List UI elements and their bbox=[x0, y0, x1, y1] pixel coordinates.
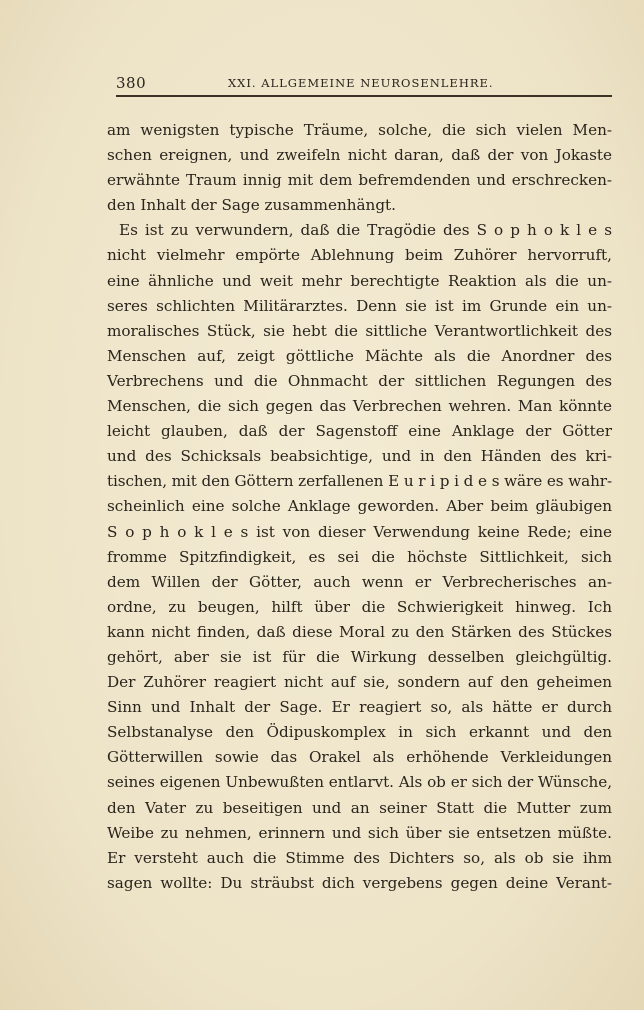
text-line: seres schlichten Militärarztes. Denn sie ist im Grunde ein un- bbox=[107, 296, 612, 315]
text-line: dem Willen der Götter, auch wenn er Verbrecherisches an- bbox=[107, 572, 612, 591]
text-line: Der Zuhörer reagiert nicht auf sie, sondern auf den geheimen bbox=[107, 673, 612, 692]
text-line: Weibe zu nehmen, erinnern und sich über sie entsetzen müßte. bbox=[107, 823, 612, 842]
text-line: eine ähnliche und weit mehr berechtigte Reaktion als die un- bbox=[107, 271, 612, 290]
text-line: gehört, aber sie ist für die Wirkung desselben gleichgültig. bbox=[107, 647, 612, 666]
text-line: leicht glauben, daß der Sagenstoff eine Anklage der Götter bbox=[107, 422, 612, 441]
text-line: tischen, mit den Göttern zerfallenen E u r i p i d e s wäre es wahr- bbox=[107, 472, 612, 491]
page-header bbox=[116, 74, 611, 96]
text-line: schen ereignen, und zweifeln nicht daran, daß der von Jokaste bbox=[107, 146, 612, 165]
text-line: Menschen auf, zeigt göttliche Mächte als die Anordner des bbox=[107, 346, 612, 365]
text-line: Götterwillen sowie das Orakel als erhöhende Verkleidungen bbox=[107, 748, 612, 767]
text-line: Menschen, die sich gegen das Verbrechen wehren. Man könnte bbox=[107, 397, 612, 416]
text-line: erwähnte Traum innig mit dem befremdenden und erschrecken- bbox=[107, 171, 612, 190]
text-line: sagen wollte: Du sträubst dich vergebens gegen deine Verant- bbox=[107, 873, 612, 892]
text-line: fromme Spitzfindigkeit, es sei die höchste Sittlichkeit, sich bbox=[107, 547, 612, 566]
text-line: den Inhalt der Sage zusammenhängt. bbox=[107, 196, 396, 215]
text-line: kann nicht finden, daß diese Moral zu den Stärken des Stückes bbox=[107, 622, 612, 641]
header-rule bbox=[116, 95, 612, 97]
text-line: ordne, zu beugen, hilft über die Schwierigkeit hinweg. Ich bbox=[107, 597, 612, 616]
text-line: und des Schicksals beabsichtige, und in den Händen des kri- bbox=[107, 447, 612, 466]
body-text bbox=[107, 118, 612, 896]
text-line: Er versteht auch die Stimme des Dichters so, als ob sie ihm bbox=[107, 848, 612, 867]
text-line: nicht vielmehr empörte Ablehnung beim Zuhörer hervorruft, bbox=[107, 246, 612, 265]
text-line: Sinn und Inhalt der Sage. Er reagiert so, als hätte er durch bbox=[107, 698, 612, 717]
text-line: S o p h o k l e s ist von dieser Verwendung keine Rede; eine bbox=[107, 522, 612, 541]
text-line: am wenigsten typische Träume, solche, die sich vielen Men- bbox=[107, 121, 612, 139]
text-line: Es ist zu verwundern, daß die Tragödie des S o p h o k l e s bbox=[119, 221, 612, 240]
text-line: moralisches Stück, sie hebt die sittliche Verantwortlichkeit des bbox=[107, 321, 612, 340]
text-line: seines eigenen Unbewußten entlarvt. Als ob er sich der Wünsche, bbox=[107, 773, 612, 792]
text-line: scheinlich eine solche Anklage geworden. Aber beim gläubigen bbox=[107, 497, 612, 516]
text-line: Selbstanalyse den Ödipuskomplex in sich erkannt und den bbox=[107, 723, 612, 742]
page-number: 380 bbox=[116, 74, 147, 92]
text-line: Verbrechens und die Ohnmacht der sittlichen Regungen des bbox=[107, 371, 612, 390]
running-title: XXI. ALLGEMEINE NEUROSENLEHRE. bbox=[228, 76, 494, 90]
text-line: den Vater zu beseitigen und an seiner Statt die Mutter zum bbox=[107, 798, 612, 817]
